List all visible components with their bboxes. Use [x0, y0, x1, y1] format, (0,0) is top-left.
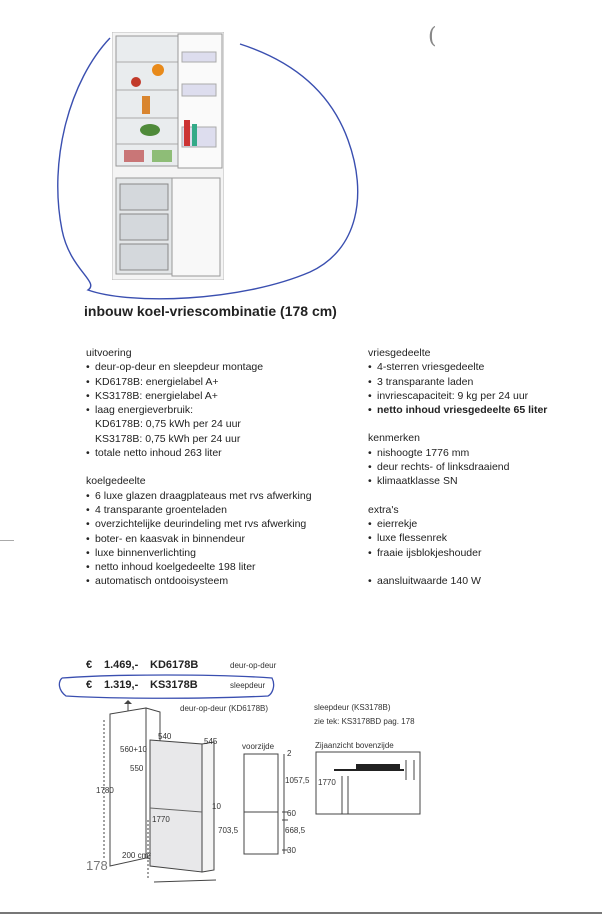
dim-label: 1770	[152, 815, 170, 824]
dim-label: 30	[287, 846, 296, 855]
dim-label: 1780	[96, 786, 114, 795]
section-heading-uitvoering: uitvoering	[86, 347, 132, 359]
list-item: • invriescapaciteit: 9 kg per 24 uur	[368, 389, 598, 403]
price-type: sleepdeur	[230, 681, 266, 690]
list-item: • luxe flessenrek	[368, 531, 598, 545]
right-column	[368, 346, 598, 588]
price-amount: 1.469,-	[104, 659, 139, 671]
list-item: • overzichtelijke deurindeling met rvs afwerking	[86, 517, 356, 531]
price-type: deur-op-deur	[230, 661, 277, 670]
dim-label: 703,5	[218, 826, 239, 835]
list-item: • 6 luxe glazen draagplateaus met rvs afwerking	[86, 489, 356, 503]
list-item: • eierrekje	[368, 517, 598, 531]
divider	[0, 912, 602, 914]
section-heading-koelgedeelte: koelgedeelte	[86, 475, 146, 488]
list-item-bold: • netto inhoud vriesgedeelte 65 liter	[368, 403, 598, 417]
list-item: • nishoogte 1776 mm	[368, 446, 598, 460]
list-item: • KD6178B: energielabel A+	[86, 375, 356, 389]
list-subitem: KS3178B: 0,75 kWh per 24 uur	[95, 432, 241, 445]
stray-parenthesis: (	[428, 24, 437, 49]
list-item: • boter- en kaasvak in binnendeur	[86, 532, 356, 546]
divider	[0, 540, 14, 541]
section-heading-kenmerken: kenmerken	[368, 432, 420, 445]
section-heading-extras: extra's	[368, 503, 399, 516]
list-item: • netto inhoud koelgedeelte 198 liter	[86, 560, 356, 574]
list-item: • 4-sterren vriesgedeelte	[368, 360, 598, 374]
list-item: • 4 transparante groenteladen	[86, 503, 356, 517]
list-item: • fraaie ijsblokjeshouder	[368, 546, 598, 560]
dim-label: 540	[158, 732, 172, 741]
dim-label: 2	[287, 749, 292, 758]
list-item: • deur rechts- of linksdraaiend	[368, 460, 598, 474]
list-item: • totale netto inhoud 263 liter	[86, 446, 356, 460]
section-heading-vriesgedeelte: vriesgedeelte	[368, 347, 431, 359]
diagram-caption: voorzijde	[242, 742, 275, 751]
pen-circle	[56, 672, 278, 700]
list-item: • KS3178B: energielabel A+	[86, 389, 356, 403]
list-item: • klimaatklasse SN	[368, 474, 598, 488]
niche-drawing	[90, 700, 230, 890]
dim-label: 1770	[318, 778, 336, 787]
dim-label: 550	[130, 764, 144, 773]
dim-label: 60	[287, 809, 296, 818]
list-item: • laag energieverbruik:	[86, 403, 356, 417]
list-subitem: KD6178B: 0,75 kWh per 24 uur	[95, 418, 241, 431]
price-model: KS3178B	[150, 679, 198, 691]
list-item: • aansluitwaarde 140 W	[368, 574, 598, 588]
pen-scribble	[40, 20, 370, 310]
diagram-caption: deur-op-deur (KD6178B)	[180, 704, 269, 713]
price-currency: €	[86, 659, 93, 671]
dim-label: 1057,5	[285, 776, 310, 785]
price-currency: €	[86, 679, 93, 691]
list-item: • automatisch ontdooisysteem	[86, 574, 356, 588]
front-view-drawing	[240, 750, 300, 860]
dim-label: 560+10	[120, 745, 147, 754]
dim-label: 10	[212, 802, 221, 811]
diagram-caption: zie tek: KS3178BD pag. 178	[314, 717, 415, 726]
list-item: • deur-op-deur en sleepdeur montage	[86, 360, 356, 374]
diagram-caption: sleepdeur (KS3178B)	[314, 703, 391, 712]
dim-label: 668,5	[285, 826, 306, 835]
left-column	[86, 346, 356, 589]
page-number: 178	[86, 858, 108, 873]
product-title: inbouw koel-vriescombinatie (178 cm)	[84, 303, 337, 319]
diagram-caption: Zijaanzicht bovenzijde	[315, 741, 394, 750]
price-model: KD6178B	[150, 659, 199, 671]
dim-label: 545	[204, 737, 218, 746]
list-item: • luxe binnenverlichting	[86, 546, 356, 560]
dim-label: 200 cm²	[122, 851, 151, 860]
price-amount: 1.319,-	[104, 679, 139, 691]
list-item: • 3 transparante laden	[368, 375, 598, 389]
